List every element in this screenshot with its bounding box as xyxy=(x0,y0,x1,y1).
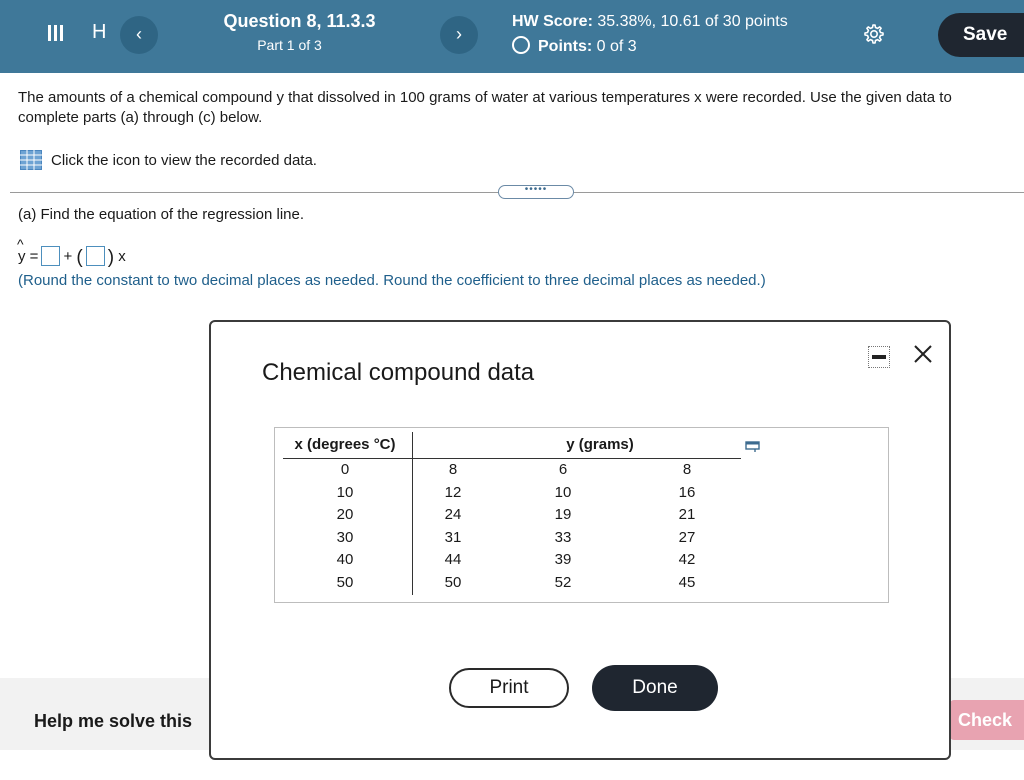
table-cell-y3: 16 xyxy=(678,483,696,501)
table-cell-y3: 45 xyxy=(678,574,696,591)
column-header-y: y (grams) xyxy=(566,436,634,453)
constant-input[interactable] xyxy=(41,246,60,266)
table-cell-y1: 50 xyxy=(444,574,462,591)
points-circle-icon xyxy=(512,36,530,54)
table-cell-y2: 10 xyxy=(554,483,572,501)
modal-title: Chemical compound data xyxy=(262,359,535,386)
copy-table-icon[interactable] xyxy=(745,441,761,453)
table-cell-x: 20 xyxy=(336,506,354,524)
table-cell-y1: 12 xyxy=(444,483,462,501)
table-cell-y2: 6 xyxy=(558,461,568,478)
points-label: Points: xyxy=(538,38,593,55)
table-cell-y3: 8 xyxy=(682,461,692,478)
open-paren: ( xyxy=(76,247,83,268)
minimize-icon[interactable] xyxy=(868,346,890,368)
table-cell-y2: 19 xyxy=(554,506,572,524)
problem-line-2: complete parts (a) through (c) below. xyxy=(18,109,263,126)
done-button[interactable]: Done xyxy=(592,665,718,711)
table-cell-y1: 44 xyxy=(444,551,462,569)
data-table-icon[interactable] xyxy=(20,150,42,170)
table-cell-x: 30 xyxy=(336,528,354,546)
hw-score-label: HW Score: xyxy=(512,13,593,30)
column-separator xyxy=(412,432,413,595)
problem-line-1: The amounts of a chemical compound y that dissolved in 100 grams of water at various temperatures x were recorded. Use the given data to xyxy=(18,89,952,106)
table-cell-y3: 42 xyxy=(678,551,696,569)
view-data-link[interactable] xyxy=(20,150,317,170)
table-cell-y3: 27 xyxy=(678,528,696,546)
regression-equation xyxy=(17,236,126,272)
y-hat xyxy=(17,236,39,265)
check-answer-button[interactable]: Check answer xyxy=(950,700,1024,740)
hw-score xyxy=(512,13,788,31)
problem-statement xyxy=(18,88,1024,128)
expand-collapse-button[interactable]: ••••• xyxy=(498,185,574,199)
hw-score-value: 35.38%, 10.61 of 30 points xyxy=(597,13,788,30)
data-table xyxy=(274,427,889,603)
part-a-prompt: (a) Find the equation of the regression line. xyxy=(18,206,305,223)
close-icon[interactable] xyxy=(911,342,935,366)
question-title: Question 8, 11.3.3 xyxy=(223,11,376,31)
table-cell-x: 40 xyxy=(336,551,354,569)
hat-glyph: ^ xyxy=(17,236,24,252)
help-me-solve-button[interactable]: Help me solve this xyxy=(34,711,193,731)
question-part: Part 1 of 3 xyxy=(257,37,322,53)
table-cell-y2: 39 xyxy=(554,551,572,569)
coefficient-input[interactable] xyxy=(86,246,105,266)
header-rule xyxy=(283,458,741,459)
homework-list-button[interactable]: H xyxy=(92,21,107,43)
data-modal xyxy=(209,320,951,760)
save-button[interactable]: Save xyxy=(938,13,1024,57)
top-bar xyxy=(0,0,1024,73)
table-cell-y3: 21 xyxy=(678,506,696,524)
table-cell-x: 0 xyxy=(340,461,350,478)
table-cell-y1: 24 xyxy=(444,506,462,524)
table-cell-x: 50 xyxy=(336,574,354,591)
rounding-instructions: (Round the constant to two decimal places as needed. Round the coefficient to three decimal places as needed.) xyxy=(18,272,766,289)
plus-sign: + xyxy=(63,248,73,265)
print-button[interactable]: Print xyxy=(449,668,569,708)
view-data-label[interactable]: Click the icon to view the recorded data. xyxy=(51,152,317,169)
previous-question-button[interactable]: ‹ xyxy=(120,16,158,54)
table-cell-y1: 8 xyxy=(448,461,458,478)
equation-lhs: y = xyxy=(18,248,39,265)
next-question-button[interactable]: › xyxy=(440,16,478,54)
table-cell-x: 10 xyxy=(336,483,354,501)
gear-icon[interactable] xyxy=(862,22,886,46)
table-cell-y2: 33 xyxy=(554,528,572,546)
column-header-x: x (degrees °C) xyxy=(294,436,396,453)
x-variable: x xyxy=(118,248,126,265)
menu-icon[interactable] xyxy=(46,22,66,44)
table-cell-y1: 31 xyxy=(444,528,462,546)
points-status xyxy=(512,36,637,56)
points-value: 0 of 3 xyxy=(596,38,637,55)
table-cell-y2: 52 xyxy=(554,574,572,591)
close-paren: ) xyxy=(107,247,115,268)
